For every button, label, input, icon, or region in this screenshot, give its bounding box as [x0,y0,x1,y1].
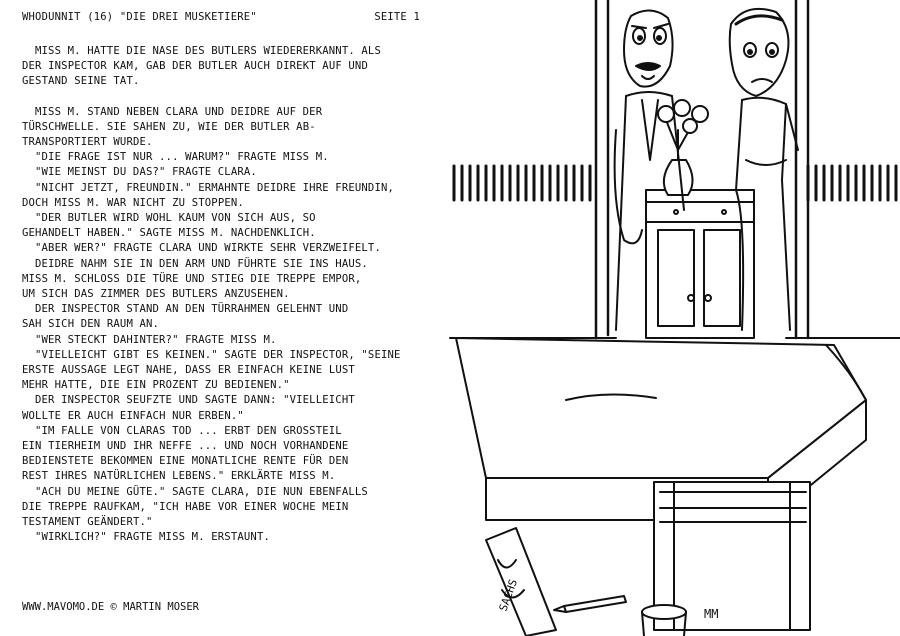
text-line: BEDIENSTETE BEKOMMEN EINE MONATLICHE RENTE FÜR DEN [22,455,349,468]
book-title: SACHS [496,577,521,614]
text-line: "ABER WER?" FRAGTE CLARA UND WIRKTE SEHR VERZWEIFELT. [35,242,381,255]
paragraph-2 [22,105,432,546]
text-line: "ACH DU MEINE GÜTE." SAGTE CLARA, DIE NUN EBENFALLS [35,485,368,498]
text-line: "NICHT JETZT, FREUNDIN." ERMAHNTE DEIDRE IHRE FREUNDIN, [35,181,395,194]
story-text [22,44,432,546]
text-line: WOLLTE ER AUCH EINFACH NUR ERBEN." [22,409,244,422]
text-line: "DER BUTLER WIRD WOHL KAUM VON SICH AUS, SO [35,212,316,225]
text-line: REST IHRES NATÜRLICHEN LEBENS." ERKLÄRTE MISS M. [22,470,336,483]
text-line: MISS M. SCHLOSS DIE TÜRE UND STIEG DIE TREPPE EMPOR, [22,272,362,285]
text-line: ERSTE AUSSAGE LEGT NAHE, DASS ER EINFACH KEINE LUST [22,364,355,377]
wall-stripes-left [450,166,600,202]
pencil [554,596,626,612]
flower-vase [658,100,708,195]
text-line: DER INSPECTOR STAND AN DEN TÜRRAHMEN GELEHNT UND [35,303,349,316]
text-line: EIN TIERHEIM UND IHR NEFFE ... UND NOCH VORHANDENE [22,440,349,453]
text-line: TÜRSCHWELLE. SIE SAHEN ZU, WIE DER BUTLER AB- [22,120,316,133]
text-line: "WIRKLICH?" FRAGTE MISS M. ERSTAUNT. [35,531,271,544]
text-line: SAH SICH DEN RAUM AN. [22,318,160,331]
artist-signature: MM [704,607,719,621]
text-line: "DIE FRAGE IST NUR ... WARUM?" FRAGTE MISS M. [35,151,329,164]
text-line: "WER STECKT DAHINTER?" FRAGTE MISS M. [35,333,277,346]
wall-stripes-right [808,166,896,200]
text-line: GESTAND SEINE TAT. [22,75,140,88]
comic-illustration [446,0,900,636]
text-line: MEHR HATTE, DIE EIN PROZENT ZU BEDIENEN." [22,379,290,392]
text-line: DIE TREPPE RAUFKAM, "ICH HABE VOR EINER WOCHE MEIN [22,500,349,513]
page-header [22,11,420,25]
text-line: UM SICH DAS ZIMMER DES BUTLERS ANZUSEHEN. [22,288,290,301]
text-line: "VIELLEICHT GIBT ES KEINEN." SAGTE DER INSPECTOR, "SEINE [35,348,401,361]
text-line: TRANSPORTIERT WURDE. [22,136,153,149]
cabinet [646,190,754,338]
text-line: GEHANDELT HABEN." SAGTE MISS M. NACHDENKLICH. [22,227,316,240]
text-line: MISS M. HATTE DIE NASE DES BUTLERS WIEDERERKANNT. ALS [35,45,381,57]
text-line: MISS M. STAND NEBEN CLARA UND DEIDRE AUF DER [35,105,323,118]
text-line: DER INSPECTOR SEUFZTE UND SAGTE DANN: "VIELLEICHT [35,394,355,407]
text-line: DOCH MISS M. WAR NICHT ZU STOPPEN. [22,196,244,209]
story-title: WHODUNNIT (16) "DIE DREI MUSKETIERE" [22,11,257,23]
footer-credit: WWW.MAVOMO.DE © MARTIN MOSER [22,601,200,613]
text-line: "WIE MEINST DU DAS?" FRAGTE CLARA. [35,166,257,179]
paragraph-1 [22,44,432,90]
page-number: SEITE 1 [374,11,420,23]
text-line: DEIDRE NAHM SIE IN DEN ARM UND FÜHRTE SIE INS HAUS. [35,257,368,270]
book [486,528,556,636]
text-line: "IM FALLE VON CLARAS TOD ... ERBT DEN GROSSTEIL [35,424,342,437]
text-line: TESTAMENT GEÄNDERT." [22,516,153,529]
text-line: DER INSPECTOR KAM, GAB DER BUTLER AUCH DIREKT AUF UND [22,60,368,73]
